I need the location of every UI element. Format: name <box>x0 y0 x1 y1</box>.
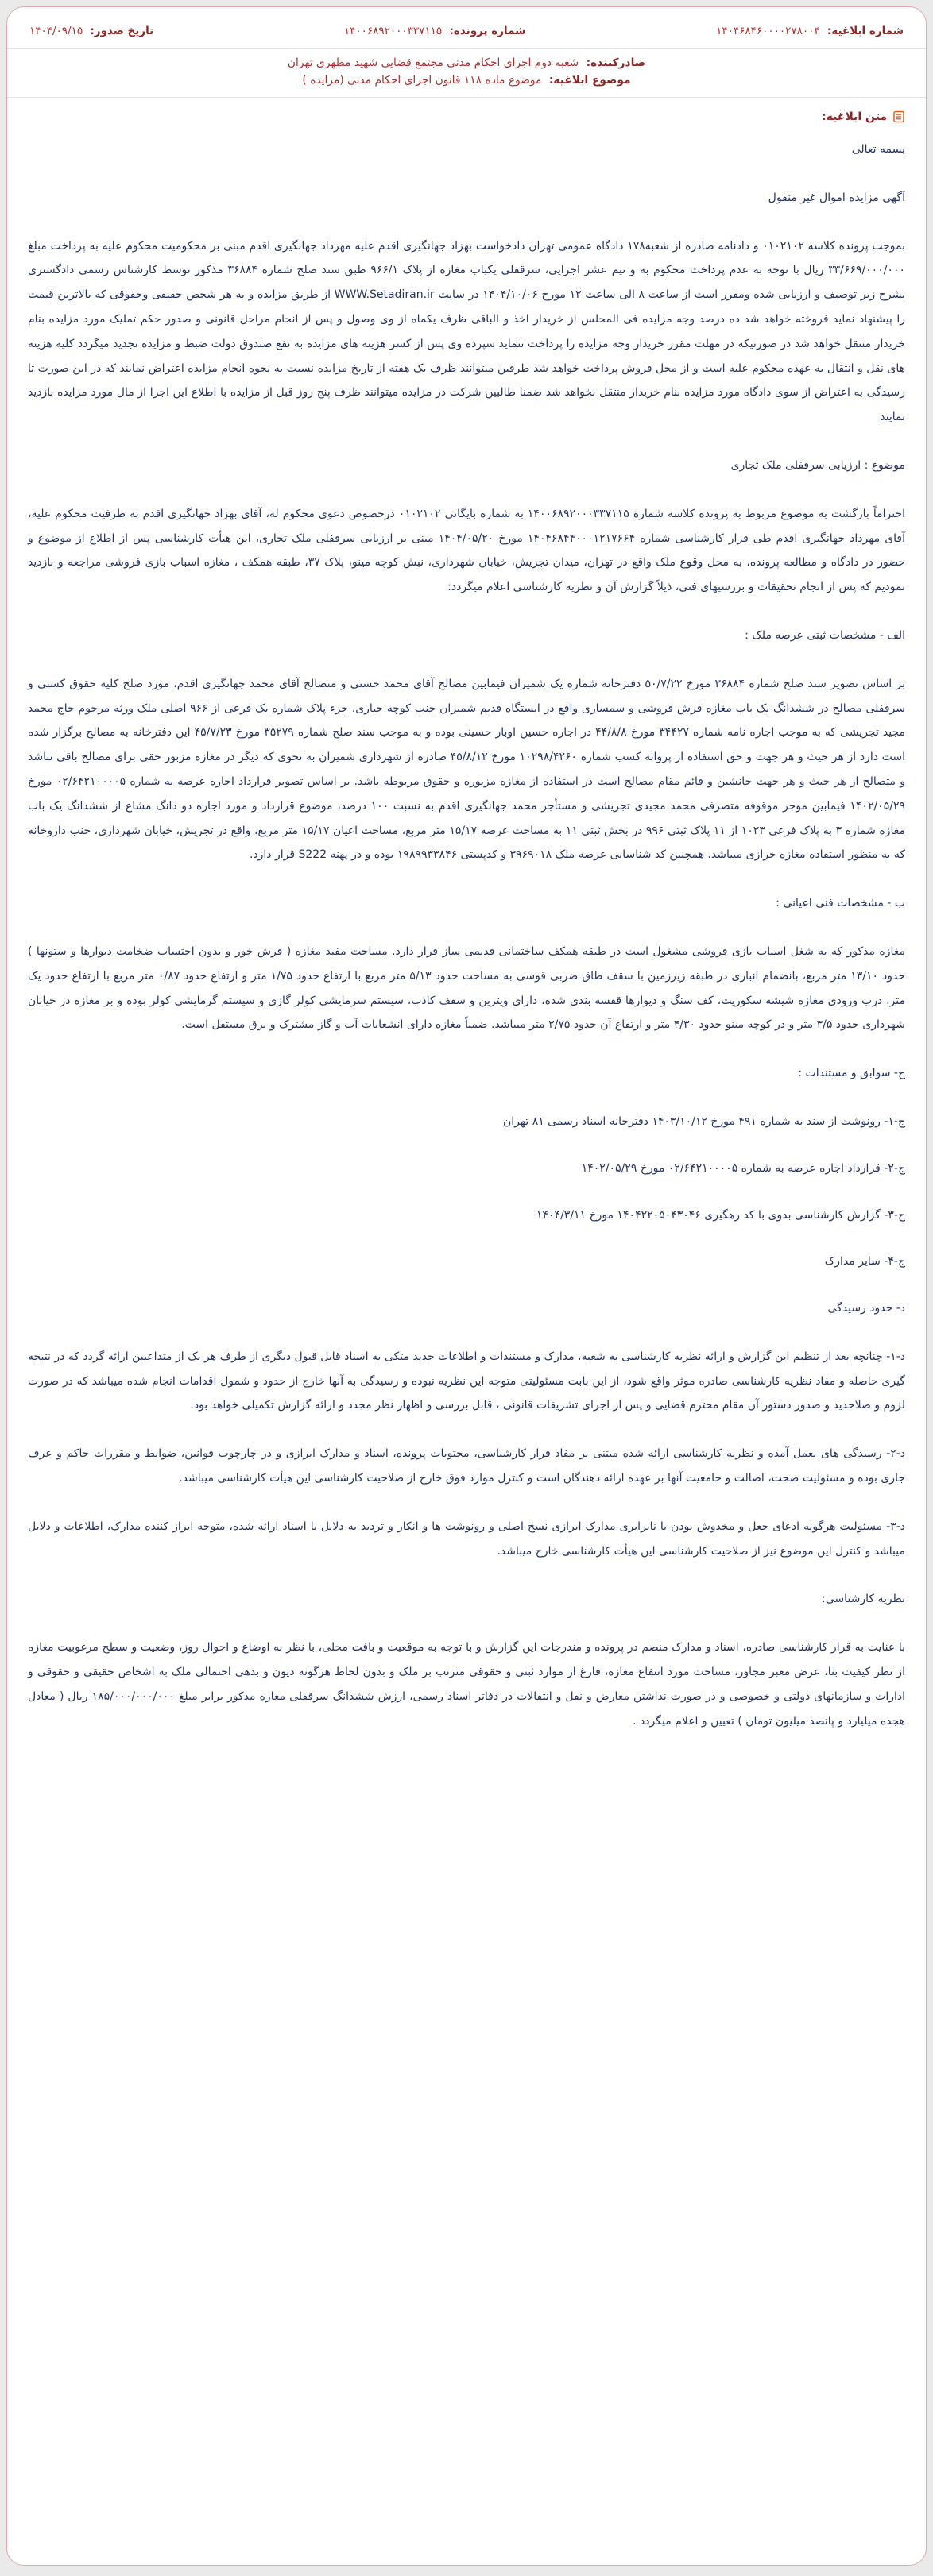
auction-notice-title: آگهی مزایده اموال غیر منقول <box>768 191 905 204</box>
auction-terms-paragraph: بموجب پرونده کلاسه ۰۱۰۲۱۰۲ و دادنامه صادره از شعبه۱۷۸ دادگاه عمومی تهران دادخواست بهزاد جهانگیری اقدم علیه مهرداد جهانگیری اقدم مبنی بر محکومیت محکوم علیه به پرداخت مبلغ ۳۳/۶۶۹/۰۰۰/۰۰۰ ریال با توجه به عدم پرداخت محکوم به و نیم عشر اجرایی، سرقفلی یکباب مغازه از پلاک ۹۶۶/۱ طبق سند صلح شماره ۳۶۸۸۴ مذکور توسط کارشناس رسمی دادگستری بشرح زیر توصیف و ارزیابی شده ومقرر است از ساعت ۸ الی ساعت ۱۲ مورخ ۱۴۰۴/۱۰/۰۶ در سایت WWW.Setadiran.ir از طریق مزایده و به هر شخص حقیقی وحقوقی که بالاترین قیمت را پیشنهاد نماید فروخته خواهد شد ده درصد وجه مزایده فی المجلس از خریدار اخذ و الباقی ظرف یکماه از وی وصول و پس از انجام مراحل قانونی و صدور حکم تملیک مورد مزایده بنام خریدار منتقل خواهد شد در صورتیکه در مهلت مقرر خریدار وجه مزایده را پرداخت ننماید سپرده وی پس از کسر هزینه های مزایده به نفع صندوق دولت ضبط و مزایده تجدید میگردد کلیه هزینه های نقل و انتقال به عهده محکوم علیه است و از محل فروش پرداخت خواهد شد طرفین میتوانند ظرف یک هفته از تاریخ مزایده نسبت به نحوه انجام مزایده اعتراض نمایند که در این صورت تا رسیدگی به اعتراض از سوی دادگاه مورد مزایده بنام خریدار منتقل نخواهد شد ضمنا طالبین شرکت در مزایده میتوانند ظرف پنج روز قبل از مزایده با اطلاع این اجرا از مال مورد مزایده بازدید نمایند <box>28 239 905 424</box>
scope-item-2: د-۲- رسیدگی های بعمل آمده و نظریه کارشناسی ارائه شده مبتنی بر مفاد قرار کارشناسی، محتویات پرونده، اسناد و مدارک ابرازی و در چارچوب قوانین، ضوابط و مقررات حاکم و عرف جاری بوده و مسئولیت صحت، اصالت و جامعیت آنها بر عهده ارائه دهندگان است و کنترل موارد فوق خارج از صلاحیت کارشناسی این هیأت کارشناسی میباشد. <box>28 1447 905 1485</box>
valuation-paragraph: با عنایت به قرار کارشناسی صادره، اسناد و مدارک منضم در پرونده و مندرجات این گزارش و با توجه به موقعیت و بافت محلی، با نظر به اوضاع و احوال روز، وضعیت و سطح مرغوبیت مغازه از نظر کیفیت بنا، عرض معبر مجاور، مساحت مورد انتفاع مغازه، فارغ از موارد ثبتی و حقوقی مترتب بر ملک و بدون لحاظ هرگونه دیون و بدهی احتمالی ملک به اشخاص حقیقی و حقوقی و ادارات و سازمانهای دولتی و خصوصی و در صورت نداشتن معارض و نقل و انتقالات در دفاتر اسناد رسمی، ارزش ششدانگ سرقفلی مغازه مذکور برابر مبلغ ۱۸۵/۰۰۰/۰۰۰/۰۰۰ ریال ( معادل هجده میلیارد و پانصد میلیون تومان ) تعیین و اعلام میگردد . <box>28 1641 905 1728</box>
document-item-3: ج-۳- گزارش کارشناسی بدوی با کد رهگیری ۱۴۰۴۲۲۰۵۰۴۳۰۴۶ مورخ ۱۴۰۴/۳/۱۱ <box>536 1208 905 1222</box>
notice-body <box>25 128 908 1765</box>
registration-details-paragraph: بر اساس تصویر سند صلح شماره ۳۶۸۸۴ مورخ ۵۰/۷/۲۲ دفترخانه شماره یک شمیران فیمابین مصالح آقای محمد حسنی و متصالح آقای محمد جهانگیری اقدم، مورد صلح کلیه حقوق کسبی و سرقفلی مصالح در ششدانگ یک باب مغازه فرش فروشی و سمساری واقع در ایستگاه قدیم شمیران جنب کوچه جباری، جزء پلاک شماره یک فرعی از ۹۶۶ اصلی ملک ورثه مرحوم حاج محمد مجید تجریشی که به موجب اجاره نامه شماره ۳۴۴۲۷ مورخ ۴۴/۸/۸ در اجاره حسین اوبار حسینی بوده و به موجب سند صلح شماره ۳۵۲۷۹ مورخ ۴۵/۷/۲۳ این دفترخانه به مصالح برگزار شده است دارد از هر حیث و هر جهت و حق استفاده از پروانه کسب شماره ۱۰۲۹۸/۴۲۶۰ مورخ ۴۵/۸/۱۲ صادره از شهرداری شمیران به نحوی که دیگر در مغازه مزبور حقی برای مصالح باقی نباشد و متصالح از هر حیث و هر جهت جانشین و قائم مقام مصالح است در استفاده از مغازه مزبوره و حقوق مربوطه باشد. بر اساس تصویر قرارداد اجاره عرصه به شماره ۰۲/۶۴۲۱۰۰۰۰۵ مورخ ۱۴۰۲/۰۵/۲۹ فیمابین موجر موقوفه متصرفی محمد مجیدی تجریشی و مستأجر محمد جهانگیری اقدم به نسبت ۱۰۰ درصد، موضوع قرارداد و مورد اجاره دو دانگ مشاع از ششدانگ یک باب مغازه شماره ۳ به پلاک فرعی ۱۰۲۳ از ۱۱ پلاک ثبتی ۹۹۶ در بخش ثبتی ۱۱ به مساحت عرصه ۱۵/۱۷ متر مربع، مساحت اعیان ۱۵/۱۷ متر مربع، واقع در تجریش، خیابان شهرداری، جنب داروخانه که به منظور استفاده مغازه خرازی میباشد. همچنین کد شناسایی عرصه ملک ۳۹۶۹۰۱۸ و کدپستی ۱۹۸۹۹۳۳۸۴۶ بوده و در پهنه S222 قرار دارد. <box>28 677 905 862</box>
section-c-heading: ج- سوابق و مستندات : <box>798 1067 905 1080</box>
section-a-heading: الف - مشخصات ثبتی عرصه ملک : <box>745 628 905 642</box>
subject-label: موضوع ابلاغیه: <box>548 74 631 87</box>
notice-text-section-header <box>25 98 908 128</box>
issue-date-label: تاریخ صدور: <box>90 25 154 37</box>
section-b-heading: ب - مشخصات فنی اعیانی : <box>776 897 905 910</box>
issuer-value: شعبه دوم اجرای احکام مدنی مجتمع قضایی شهید مطهری تهران <box>287 56 579 69</box>
expert-opinion-heading: نظریه کارشناسی: <box>822 1593 905 1606</box>
issuer-label: صادرکننده: <box>586 56 646 69</box>
notice-number-label: شماره ابلاغیه: <box>827 25 904 37</box>
issue-date-field <box>29 25 153 37</box>
scope-item-3: د-۳- مسئولیت هرگونه ادعای جعل و مخدوش بودن یا نابرابری مدارک ابرازی نسخ اصلی و رونوشت ها و انکار و تردید به دلایل یا اسناد ارائه شده، متوجه ابراز کننده مدارک، اطلاعات و دلایل میباشد و کنترل این موضوع نیز از صلاحیت کارشناسی این هیأت کارشناسی خارج میباشد. <box>28 1520 905 1558</box>
case-number-value: ۱۴۰۰۶۸۹۲۰۰۰۳۳۷۱۱۵ <box>343 25 443 37</box>
subject-heading: موضوع : ارزیابی سرقفلی ملک تجاری <box>730 458 905 472</box>
notice-number-value: ۱۴۰۴۶۸۴۶۰۰۰۰۲۷۸۰۰۴ <box>716 25 820 37</box>
basmala-line: بسمه تعالی <box>851 143 905 156</box>
section-d-heading: د- حدود رسیدگی <box>827 1302 905 1315</box>
technical-specs-paragraph: مغازه مذکور که به شغل اسباب بازی فروشی مشغول است در طبقه همکف ساختمانی قدیمی ساز قرار دارد. مساحت مفید مغازه ( فرش خور و بدون احتساب ضخامت دیوارها و ستونها ) حدود ۱۳/۱۰ متر مربع، بانضمام انباری در طبقه زیرزمین با سقف طاق ضربی قوسی به مساحت حدود ۵/۱۳ متر مربع با ارتفاع حدود ۱/۷۵ متر و ارتفاع حدود ۰/۸۷ متر مربع با ارتفاع حدود یک متر. درب ورودی مغازه شیشه سکوریت، کف سنگ و دیوارها قفسه بندی شده، دارای ویترین و سقف کاذب، سیستم سرمایشی کولر گازی و سیستم گرمایشی کولر بوده و بر مغازه در خیابان شهرداری حدود ۳/۵ متر و در کوچه مینو حدود ۴/۳۰ متر و ارتفاع آن حدود ۲/۷۵ متر میباشد. ضمناً مغازه دارای انشعابات آب و گاز مشترک و برق مستقل است. <box>28 944 905 1032</box>
issuer-row <box>25 49 908 72</box>
case-number-label: شماره پرونده: <box>449 25 526 37</box>
scope-item-1: د-۱- چنانچه بعد از تنظیم این گزارش و ارائه نظریه کارشناسی به شعبه، مدارک و مستندات و اطلاعات جدید متکی به اسناد قابل قبول دیگری از طرف هر یک از متداعیین ارائه گردد که در نتیجه گیری حاصله و مفاد نظریه کارشناسی صادره موثر واقع شود، از این بابت مسئولیتی متوجه این نظریه نبوده و رسیدگی به آنها خارج از حدود و شمول اقدامات انجام شده میباشد که در صورت لزوم و صلاحدید و صدور دستور آن مقام محترم قضایی و پس از اجرای تشریفات قانونی ، قابل بررسی و اظهار نظر مجدد و ارائه گزارش تکمیلی خواهد بود. <box>28 1350 905 1412</box>
expert-intro-paragraph: احتراماً بازگشت به موضوع مربوط به پرونده کلاسه شماره ۱۴۰۰۶۸۹۲۰۰۰۳۳۷۱۱۵ به شماره بایگانی ۰۱۰۲۱۰۲ درخصوص دعوی محکوم له، آقای بهزاد جهانگیری اقدم به طرفیت محکوم علیه، آقای مهرداد جهانگیری اقدم طی قرار کارشناسی شماره ۱۴۰۴۶۸۴۴۰۰۰۱۲۱۷۶۶۴ مورخ ۱۴۰۴/۰۵/۲۰ مبنی بر ارزیابی سرقفلی ملک تجاری، این هیأت کارشناسی پس از اطلاع از موضوع و حضور در دادگاه و مطالعه پرونده، به محل وقوع ملک واقع در تهران، میدان تجریش، خیابان شهرداری، نبش کوچه مینو، پلاک ۳۷، طبقه همکف ، مغازه اسباب بازی فروشی مراجعه و بازدید نمودیم که پس از انجام تحقیقات و بررسیهای فنی، ذیلاً گزارش آن و نظریه کارشناسی اعلام میگردد: <box>28 507 905 594</box>
issue-date-value: ۱۴۰۴/۰۹/۱۵ <box>29 25 83 37</box>
subject-row <box>25 72 908 97</box>
notice-text-icon <box>892 110 905 123</box>
notice-text-title: متن ابلاغیه: <box>822 110 887 123</box>
header-meta-row <box>25 15 908 48</box>
notice-number-field <box>716 25 904 37</box>
notification-document-card <box>6 6 927 2566</box>
document-item-2: ج-۲- قرارداد اجاره عرصه به شماره ۰۲/۶۴۲۱۰۰۰۰۵ مورخ ۱۴۰۲/۰۵/۲۹ <box>581 1161 905 1175</box>
case-number-field <box>344 25 526 37</box>
document-item-4: ج-۴- سایر مدارک <box>824 1255 905 1269</box>
subject-value: موضوع ماده ۱۱۸ قانون اجرای احکام مدنی (مزایده ) <box>302 74 542 87</box>
document-item-1: ج-۱- رونوشت از سند به شماره ۴۹۱ مورخ ۱۴۰۳/۱۰/۱۲ دفترخانه اسناد رسمی ۸۱ تهران <box>502 1114 905 1128</box>
